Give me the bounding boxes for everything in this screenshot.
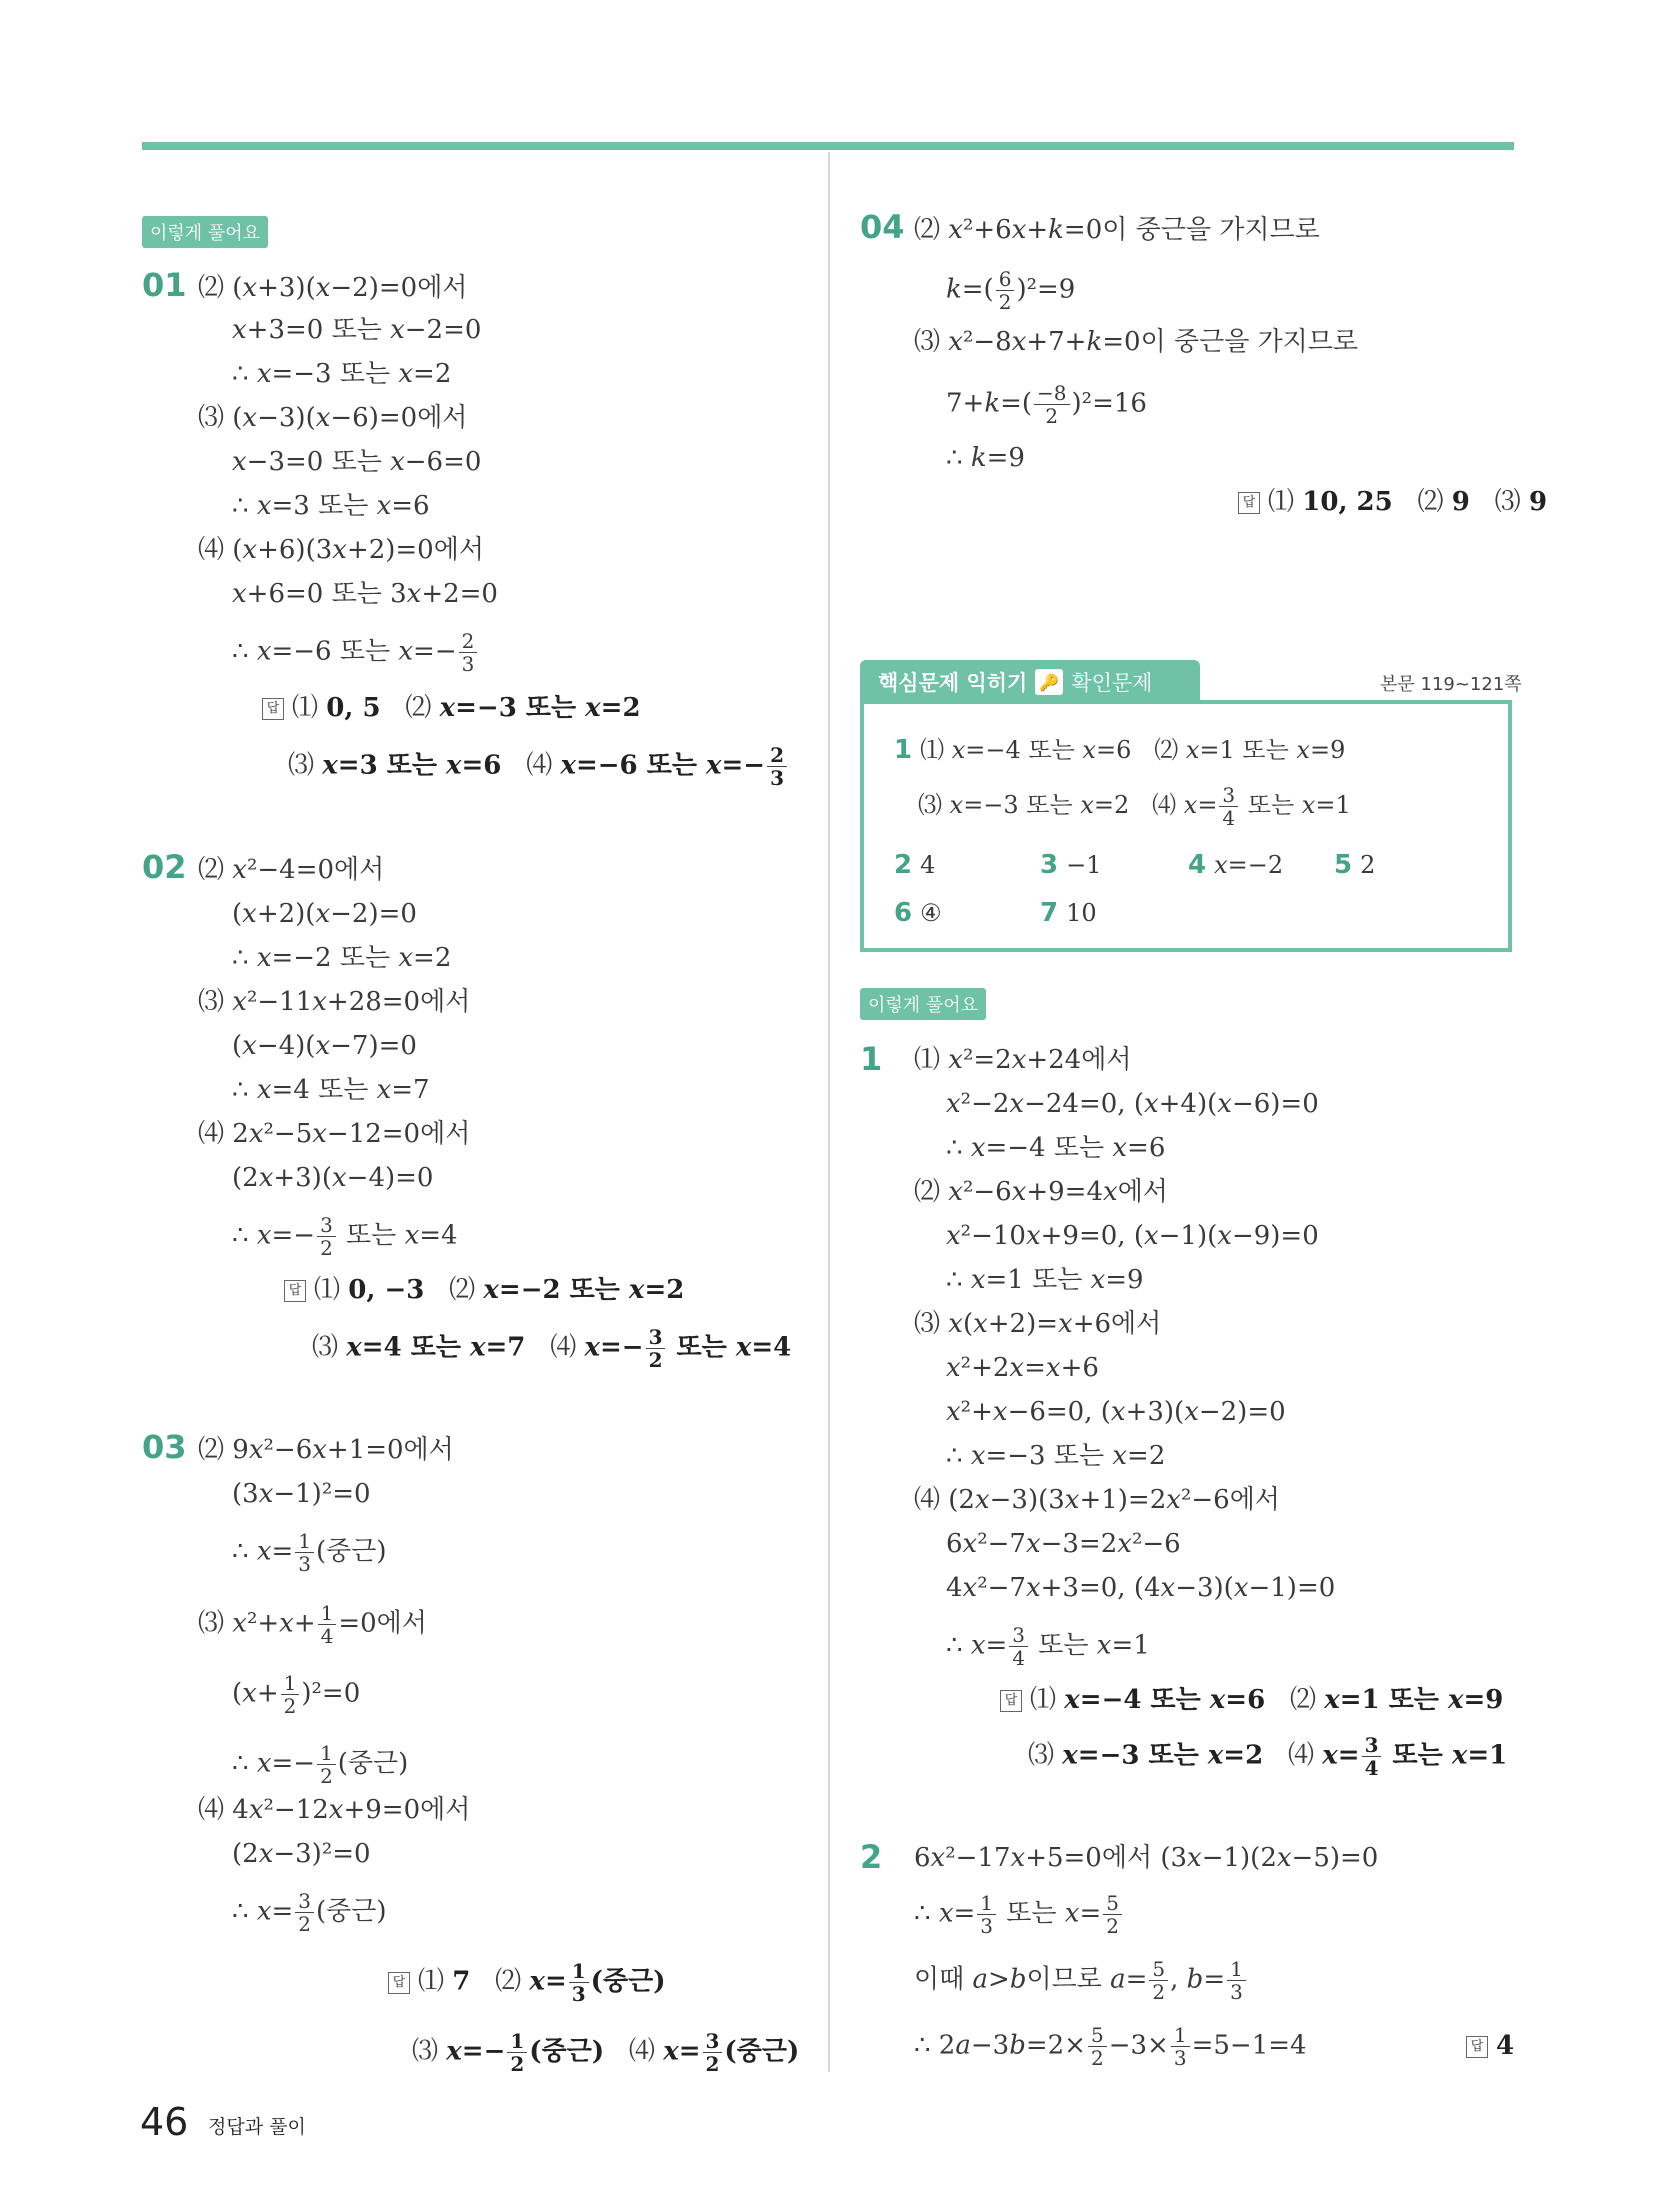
solution-line: ⑷ 2x²−5x−12=0에서 bbox=[198, 1119, 471, 1149]
solution-line: ⑵ (x+3)(x−2)=0에서 bbox=[198, 273, 468, 303]
answer-icon: 답 bbox=[1466, 2036, 1488, 2058]
core-answer-6: 6 ④ bbox=[894, 898, 942, 928]
solution-line: (x+2)(x−2)=0 bbox=[232, 899, 417, 929]
solution-line: ∴ x= $\frac{1}{3}$ 또는 x= $\frac{5}{2}$ bbox=[914, 1892, 1124, 1937]
solution-line: x+6=0 또는 3x+2=0 bbox=[232, 579, 498, 609]
solution-line: x²−10x+9=0, (x−1)(x−9)=0 bbox=[946, 1221, 1319, 1251]
solution-line: ∴ x=3 또는 x=6 bbox=[232, 491, 430, 521]
solution-line: ∴ x=−3 또는 x=2 bbox=[946, 1441, 1166, 1471]
section-badge-right: 이렇게 풀어요 bbox=[860, 988, 986, 1020]
solution-line: x²+2x=x+6 bbox=[946, 1353, 1099, 1383]
solution-line: 6x²−7x−3=2x²−6 bbox=[946, 1529, 1181, 1559]
answer-icon: 답 bbox=[1238, 492, 1260, 514]
core-answer-3: 3 −1 bbox=[1040, 850, 1102, 880]
section-badge: 이렇게 풀어요 bbox=[142, 216, 268, 248]
column-divider bbox=[828, 152, 830, 2072]
solution-line: x+3=0 또는 x−2=0 bbox=[232, 315, 482, 345]
solution-line: ⑶ (x−3)(x−6)=0에서 bbox=[198, 403, 468, 433]
solution-line: 4x²−7x+3=0, (4x−3)(x−1)=0 bbox=[946, 1573, 1336, 1603]
solution-line: ⑵ x²−4=0에서 bbox=[198, 855, 385, 885]
solution-line: 6x²−17x+5=0에서 (3x−1)(2x−5)=0 bbox=[914, 1843, 1379, 1873]
solution-line: ⑷ (2x−3)(3x+1)=2x²−6에서 bbox=[914, 1485, 1280, 1515]
solution-line: ⑷ 4x²−12x+9=0에서 bbox=[198, 1795, 471, 1825]
solution-line: ⑵ x²−6x+9=4x에서 bbox=[914, 1177, 1168, 1207]
solution-line: 7+k=( $\frac{-8}{2}$ )²=16 bbox=[946, 381, 1147, 428]
solution-line: x²+x−6=0, (x+3)(x−2)=0 bbox=[946, 1397, 1286, 1427]
solution-line: x²−2x−24=0, (x+4)(x−6)=0 bbox=[946, 1089, 1319, 1119]
core-problem-title: 핵심문제 익히기 bbox=[878, 671, 1028, 695]
answer-line: ⑶ x=− $\frac{1}{2}$ (중근) ⑷ x= $\frac{3}{2}$ (중근) bbox=[412, 2029, 800, 2076]
answer-line: 답 ⑴ 0, 5 ⑵ x=−3 또는 x=2 bbox=[262, 692, 641, 724]
core-problem-subtitle: 확인문제 bbox=[1071, 671, 1153, 695]
answer-line: 답 ⑴ x=−4 또는 x=6 ⑵ x=1 또는 x=9 bbox=[1000, 1684, 1503, 1716]
answer-icon: 답 bbox=[284, 1280, 306, 1302]
solution-line: ⑴ x²=2x+24에서 bbox=[914, 1045, 1132, 1075]
core-answer-1a: 1 ⑴ x=−4 또는 x=6 ⑵ x=1 또는 x=9 bbox=[894, 735, 1346, 765]
solution-line: ∴ x= $\frac{1}{3}$ (중근) bbox=[232, 1529, 387, 1576]
solution-line: x−3=0 또는 x−6=0 bbox=[232, 447, 482, 477]
answer-line: 답 ⑴ 10, 25 ⑵ 9 ⑶ 9 bbox=[1238, 486, 1547, 518]
solution-line: ∴ x=− $\frac{1}{2}$ (중근) bbox=[232, 1741, 409, 1788]
solution-line: ⑵ 9x²−6x+1=0에서 bbox=[198, 1435, 454, 1465]
core-answer-5: 5 2 bbox=[1334, 850, 1376, 880]
answer-line: ⑶ x=−3 또는 x=2 ⑷ x= $\frac{3}{4}$ 또는 x=1 bbox=[1028, 1733, 1508, 1780]
solution-line: (x+ $\frac{1}{2}$ )²=0 bbox=[232, 1671, 361, 1718]
problem-number-01: 01 bbox=[142, 266, 187, 304]
solution-line: ∴ x=− $\frac{3}{2}$ 또는 x=4 bbox=[232, 1213, 458, 1260]
core-answer-4: 4 x=−2 bbox=[1188, 850, 1284, 880]
top-rule bbox=[142, 142, 1514, 150]
solution-line: ⑶ x²−8x+7+k=0이 중근을 가지므로 bbox=[914, 327, 1359, 357]
problem-number-1: 1 bbox=[860, 1040, 883, 1078]
solution-line: ⑶ x²−11x+28=0에서 bbox=[198, 987, 471, 1017]
page-number: 46 bbox=[140, 2100, 189, 2144]
problem-number-03: 03 bbox=[142, 1428, 187, 1466]
solution-line: ⑷ (x+6)(3x+2)=0에서 bbox=[198, 535, 484, 565]
solution-line: ∴ k=9 bbox=[946, 443, 1025, 473]
solution-line: ∴ x=−2 또는 x=2 bbox=[232, 943, 452, 973]
solution-line: ∴ x=1 또는 x=9 bbox=[946, 1265, 1144, 1295]
solution-line: ∴ x= $\frac{3}{2}$ (중근) bbox=[232, 1889, 387, 1936]
answer-line: 답 4 bbox=[1466, 2030, 1514, 2062]
answer-icon: 답 bbox=[262, 698, 284, 720]
problem-number-04: 04 bbox=[860, 208, 905, 246]
page-reference: 본문 119~121쪽 bbox=[1380, 674, 1522, 695]
problem-number-02: 02 bbox=[142, 848, 187, 886]
solution-line: ⑶ x(x+2)=x+6에서 bbox=[914, 1309, 1162, 1339]
key-icon: 🔑 bbox=[1035, 669, 1063, 695]
core-problem-tab bbox=[860, 660, 1200, 704]
solution-line: ⑵ x²+6x+k=0이 중근을 가지므로 bbox=[914, 215, 1320, 245]
footer-label: 정답과 풀이 bbox=[208, 2116, 306, 2138]
answer-icon: 답 bbox=[1000, 1690, 1022, 1712]
solution-line: (x−4)(x−7)=0 bbox=[232, 1031, 417, 1061]
solution-line: k=( $\frac{6}{2}$ )²=9 bbox=[946, 267, 1076, 314]
answer-line: ⑶ x=3 또는 x=6 ⑷ x=−6 또는 x=− $\frac{2}{3}$ bbox=[288, 744, 789, 789]
solution-line: ∴ x=−4 또는 x=6 bbox=[946, 1133, 1166, 1163]
solution-line: (2x+3)(x−4)=0 bbox=[232, 1163, 434, 1193]
solution-line: ⑶ x²+x+ $\frac{1}{4}$ =0에서 bbox=[198, 1601, 427, 1648]
problem-number-2: 2 bbox=[860, 1838, 883, 1876]
solution-line: ∴ 2a−3b=2× $\frac{5}{2}$ −3× $\frac{1}{3}$ =5−1=4 bbox=[914, 2023, 1307, 2070]
solution-line: ∴ x= $\frac{3}{4}$ 또는 x=1 bbox=[946, 1623, 1150, 1670]
solution-line: 이때 a>b이므로 a= $\frac{5}{2}$ , b= $\frac{1}{3}$ bbox=[914, 1958, 1248, 2003]
answer-line: ⑶ x=4 또는 x=7 ⑷ x=− $\frac{3}{2}$ 또는 x=4 bbox=[312, 1325, 792, 1372]
solution-line: ∴ x=−3 또는 x=2 bbox=[232, 359, 452, 389]
solution-line: (2x−3)²=0 bbox=[232, 1839, 371, 1869]
core-answer-2: 2 4 bbox=[894, 850, 936, 880]
answer-line: 답 ⑴ 0, −3 ⑵ x=−2 또는 x=2 bbox=[284, 1274, 684, 1306]
solution-line: ∴ x=−6 또는 x=− $\frac{2}{3}$ bbox=[232, 630, 479, 675]
solution-line: ∴ x=4 또는 x=7 bbox=[232, 1075, 430, 1105]
core-answer-7: 7 10 bbox=[1040, 898, 1097, 928]
answer-line: 답 ⑴ 7 ⑵ x= $\frac{1}{3}$ (중근) bbox=[388, 1960, 666, 2005]
solution-line: (3x−1)²=0 bbox=[232, 1479, 371, 1509]
answer-icon: 답 bbox=[388, 1972, 410, 1994]
core-answer-1b: ⑶ x=−3 또는 x=2 ⑷ x= $\frac{3}{4}$ 또는 x=1 bbox=[918, 783, 1351, 830]
